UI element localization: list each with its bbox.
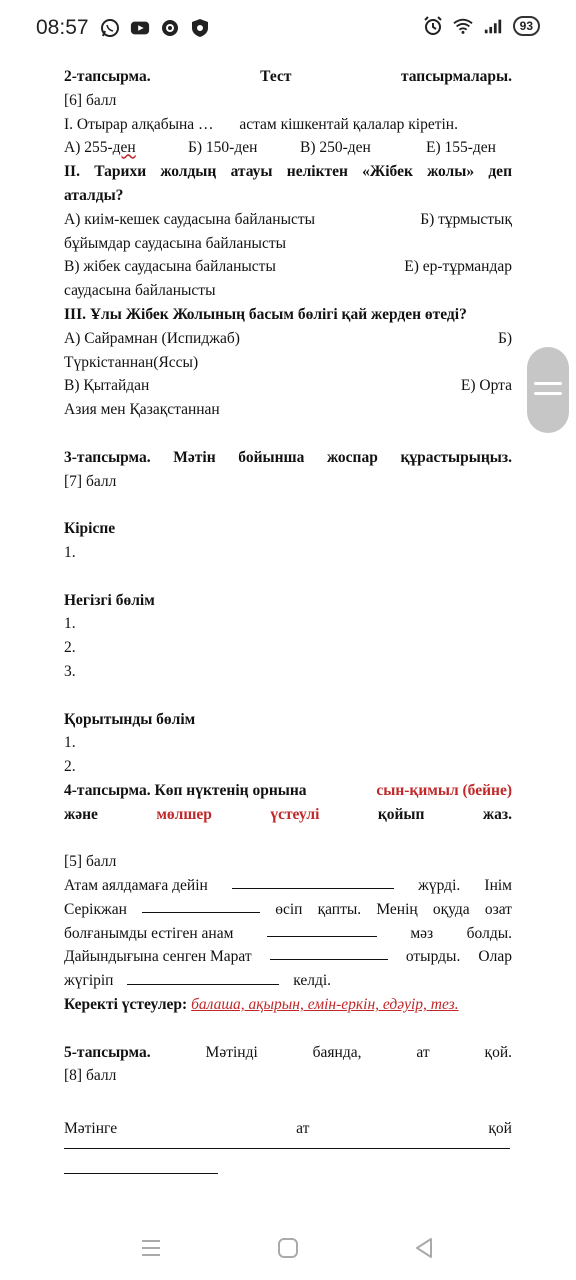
task2-q2-question-cont: аталды? bbox=[64, 186, 124, 204]
q1-option-a: А) 255-ден bbox=[64, 139, 136, 157]
task2-q1-question bbox=[64, 113, 512, 137]
task5-points: [8] балл bbox=[64, 1067, 117, 1085]
answer-blank[interactable] bbox=[127, 970, 279, 985]
q1-option-d: Е) 155-ден bbox=[426, 139, 496, 157]
q1-text: астам кішкентай қалалар кіретін. bbox=[239, 115, 458, 133]
navigation-bar bbox=[0, 1216, 576, 1280]
task4-sentence-line: болғанымды естіген анам мәз болды. bbox=[64, 922, 512, 946]
back-icon[interactable] bbox=[410, 1234, 438, 1262]
answer-blank[interactable] bbox=[267, 922, 377, 937]
alarm-icon bbox=[423, 16, 443, 36]
notification-icons bbox=[100, 18, 210, 38]
task2-q3-question: ІІІ. Ұлы Жібек Жолының басым бөлігі қай жерден өтеді? bbox=[64, 305, 467, 323]
q3-option-b: Б) bbox=[497, 329, 512, 347]
scroll-handle[interactable] bbox=[527, 347, 569, 433]
task2-title-word: 2-тапсырма. bbox=[64, 68, 151, 85]
task2-title bbox=[64, 65, 512, 89]
list-item: 2. bbox=[64, 639, 76, 657]
task4-points: [5] балл bbox=[64, 853, 117, 871]
task2-title-word: Тест bbox=[260, 68, 292, 85]
q3-option-c: В) Қытайдан bbox=[64, 377, 150, 395]
q2-option-c: В) жібек саудасына байланысты bbox=[64, 258, 276, 276]
task2-q2-options-row1 bbox=[64, 208, 512, 232]
task2-points: [6] балл bbox=[64, 91, 117, 109]
app-icon bbox=[160, 18, 180, 38]
q1-text: І. Отырар алқабына … bbox=[64, 115, 214, 133]
q1-option-c: В) 250-ден bbox=[300, 139, 371, 157]
q1-option-b: Б) 150-ден bbox=[188, 139, 258, 157]
adverbs-list: балаша, ақырын, емін-еркін, едәуір, тез. bbox=[191, 996, 459, 1014]
list-item: 1. bbox=[64, 615, 76, 633]
home-icon[interactable] bbox=[274, 1234, 302, 1262]
status-bar bbox=[0, 0, 576, 56]
system-icons bbox=[423, 16, 540, 36]
answer-line[interactable] bbox=[64, 1172, 218, 1174]
signal-icon bbox=[483, 16, 503, 36]
battery-indicator: 93 bbox=[513, 16, 540, 36]
q2-option-d-cont: саудасына байланысты bbox=[64, 282, 216, 300]
task2-q2-question: ІІ. Тарихи жолдың атауы неліктен «Жібек жолы» деп bbox=[64, 163, 512, 181]
list-item: 3. bbox=[64, 662, 76, 680]
task3-points: [7] балл bbox=[64, 472, 117, 490]
task3-title: 3-тапсырма. Мәтін бойынша жоспар құрастырыңыз. bbox=[64, 448, 512, 466]
main-heading: Негізгі бөлім bbox=[64, 591, 155, 609]
document-page bbox=[64, 64, 512, 1174]
task2-q1-options bbox=[64, 136, 512, 160]
task4-sentence-line: Серікжан өсіп қапты. Менің оқуда озат bbox=[64, 898, 512, 922]
task2-q3-options-row2 bbox=[64, 374, 512, 398]
q3-option-b-cont: Түркістаннан(Яссы) bbox=[64, 353, 199, 371]
q2-option-b: Б) тұрмыстық bbox=[420, 210, 512, 228]
q2-option-a: А) киім-кешек саудасына байланысты bbox=[64, 210, 316, 228]
list-item: 1. bbox=[64, 734, 76, 752]
task4-title-cont: және мөлшер үстеулі қойып жаз. bbox=[64, 805, 512, 823]
recent-apps-icon[interactable] bbox=[137, 1234, 165, 1262]
task5-title: 5-тапсырма. Мәтінді баянда, ат қой. bbox=[64, 1043, 512, 1061]
list-item: 1. bbox=[64, 543, 76, 561]
q3-option-d-cont: Азия мен Қазақстаннан bbox=[64, 401, 220, 419]
intro-heading: Кіріспе bbox=[64, 520, 116, 538]
answer-line[interactable] bbox=[64, 1147, 510, 1149]
conclusion-heading: Қорытынды бөлім bbox=[64, 710, 196, 728]
q2-option-d: Е) ер-тұрмандар bbox=[404, 258, 512, 276]
list-item: 2. bbox=[64, 758, 76, 776]
youtube-icon bbox=[130, 18, 150, 38]
status-time: 08:57 bbox=[36, 16, 89, 39]
task5-line: Мәтінге ат қой bbox=[64, 1120, 512, 1138]
wifi-icon bbox=[453, 16, 473, 36]
whatsapp-icon bbox=[100, 18, 120, 38]
q3-option-a: А) Сайрамнан (Испиджаб) bbox=[64, 329, 240, 347]
task4-sentence-line: жүгіріп келді. bbox=[64, 972, 332, 990]
answer-blank[interactable] bbox=[270, 945, 388, 960]
task4-sentence-line: Дайындығына сенген Марат отырды. Олар bbox=[64, 945, 512, 969]
task4-title: 4-тапсырма. Көп нүктенің орнына сын-қимыл (бейне) bbox=[64, 781, 512, 799]
task2-q3-options-row1 bbox=[64, 327, 512, 351]
adverbs-label: Керекті үстеулер: bbox=[64, 996, 188, 1014]
adverbs-line bbox=[64, 993, 512, 1017]
task2-title-word: тапсырмалары. bbox=[400, 68, 512, 85]
answer-blank[interactable] bbox=[232, 874, 394, 889]
q2-option-b-cont: бұйымдар саудасына байланысты bbox=[64, 234, 287, 252]
q3-option-d: Е) Орта bbox=[460, 377, 512, 395]
task2-q2-options-row2 bbox=[64, 255, 512, 279]
answer-blank[interactable] bbox=[142, 898, 260, 913]
shield-icon bbox=[190, 18, 210, 38]
task4-sentence-line: Атам аялдамаға дейін жүрді. Інім bbox=[64, 874, 512, 898]
